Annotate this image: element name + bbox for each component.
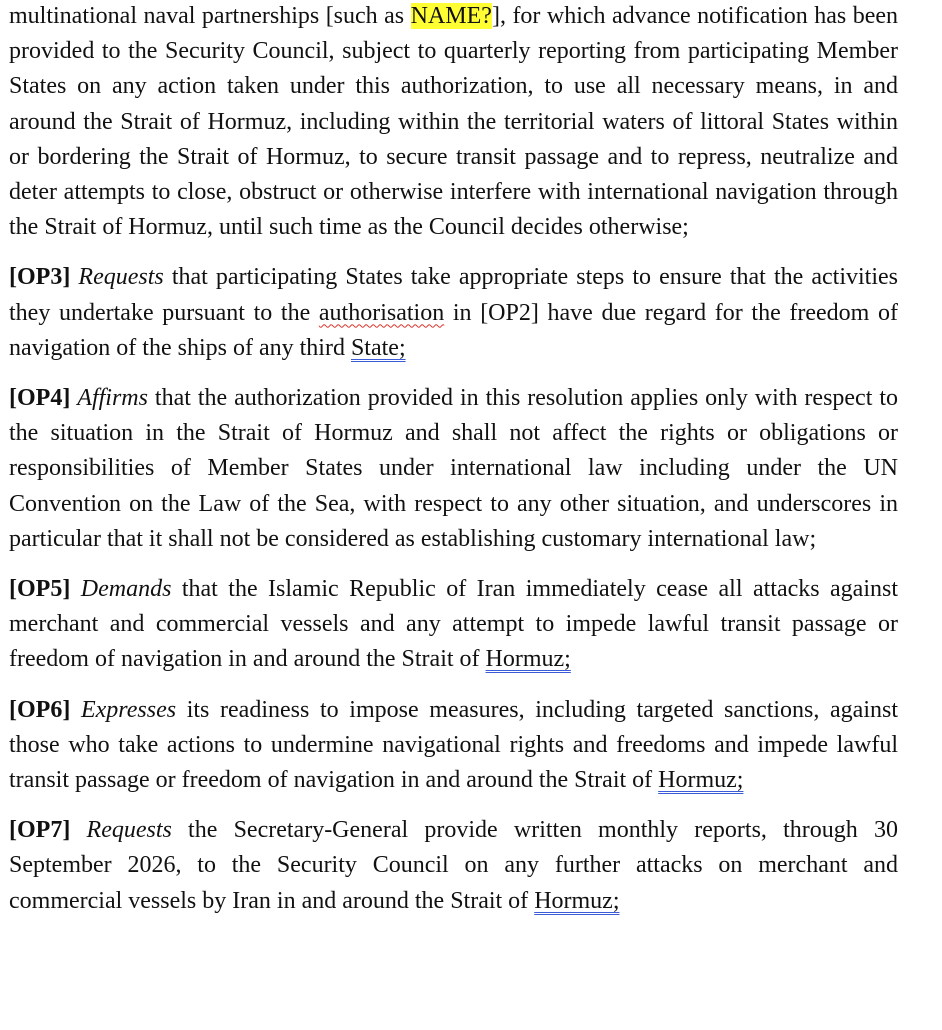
paragraph-op7	[9, 813, 898, 919]
paragraph-op3	[9, 260, 898, 366]
op4-label: [OP4]	[9, 385, 71, 412]
op7-label: [OP7]	[9, 817, 71, 844]
paragraph-text: multinational naval partnerships [such as	[9, 3, 411, 29]
grammar-flag[interactable]: Hormuz;	[658, 767, 744, 794]
op5-label: [OP5]	[9, 576, 71, 603]
op3-verb: Requests	[78, 264, 164, 291]
op6-label: [OP6]	[9, 696, 71, 723]
op4-text: that the authorization provided in this resolution applies only with respect to the situation in the Strait of Hormuz and shall not affect the rights or obligations or responsibilities of Member States under international law including under the UN Convention on the Law of the Sea, with respect to any other situation, and underscores in particular that it shall not be considered as establishing customary international law;	[9, 385, 899, 552]
paragraph-op6	[9, 693, 898, 799]
op6-text: its readiness to impose measures, including targeted sanctions, against those who take actions to undermine navigational rights and freedoms and impede lawful transit passage or freedom of navigation in and around the Strait of	[9, 696, 899, 794]
op6-verb: Expresses	[80, 696, 177, 723]
op3-text-continued: in [OP2] have due regard for the freedom of navigation of the ships of any third	[9, 299, 898, 361]
paragraph-op2-continuation	[9, 0, 898, 245]
paragraph-text: ], for which advance notification has been provided to the Security Council, subject to quarterly reporting from participating Member States on any action taken under this authorization, to use all necessary means, in and around the Strait of Hormuz, including within the territorial waters of littoral States within or bordering the Strait of Hormuz, to secure transit passage and to repress, neutralize and deter attempts to close, obstruct or otherwise interfere with international navigation through the Strait of Hormuz, until such time as the Council decides otherwise;	[9, 3, 899, 241]
document-body[interactable]	[9, 0, 898, 934]
grammar-flag[interactable]: State;	[350, 334, 406, 361]
highlighted-placeholder: NAME?	[410, 3, 492, 29]
op3-text: that participating States take appropriate steps to ensure that the activities they undertake pursuant to the	[9, 264, 898, 326]
grammar-flag[interactable]: Hormuz;	[485, 646, 571, 673]
op3-label: [OP3]	[9, 264, 71, 291]
op7-verb: Requests	[86, 817, 172, 844]
spelling-flag[interactable]: authorisation	[318, 299, 445, 326]
paragraph-op4	[9, 381, 898, 557]
op5-verb: Demands	[80, 576, 172, 603]
grammar-flag[interactable]: Hormuz;	[534, 887, 620, 914]
op5-text: that the Islamic Republic of Iran immediately cease all attacks against merchant and commercial vessels and any attempt to impede lawful transit passage or freedom of navigation in and around the Strait of	[9, 576, 899, 673]
paragraph-op5	[9, 572, 898, 678]
op4-verb: Affirms	[77, 385, 148, 412]
op7-text: the Secretary-General provide written monthly reports, through 30 September 2026, to the Security Council on any further attacks on merchant and commercial vessels by Iran in and around the Strait of	[9, 817, 898, 914]
